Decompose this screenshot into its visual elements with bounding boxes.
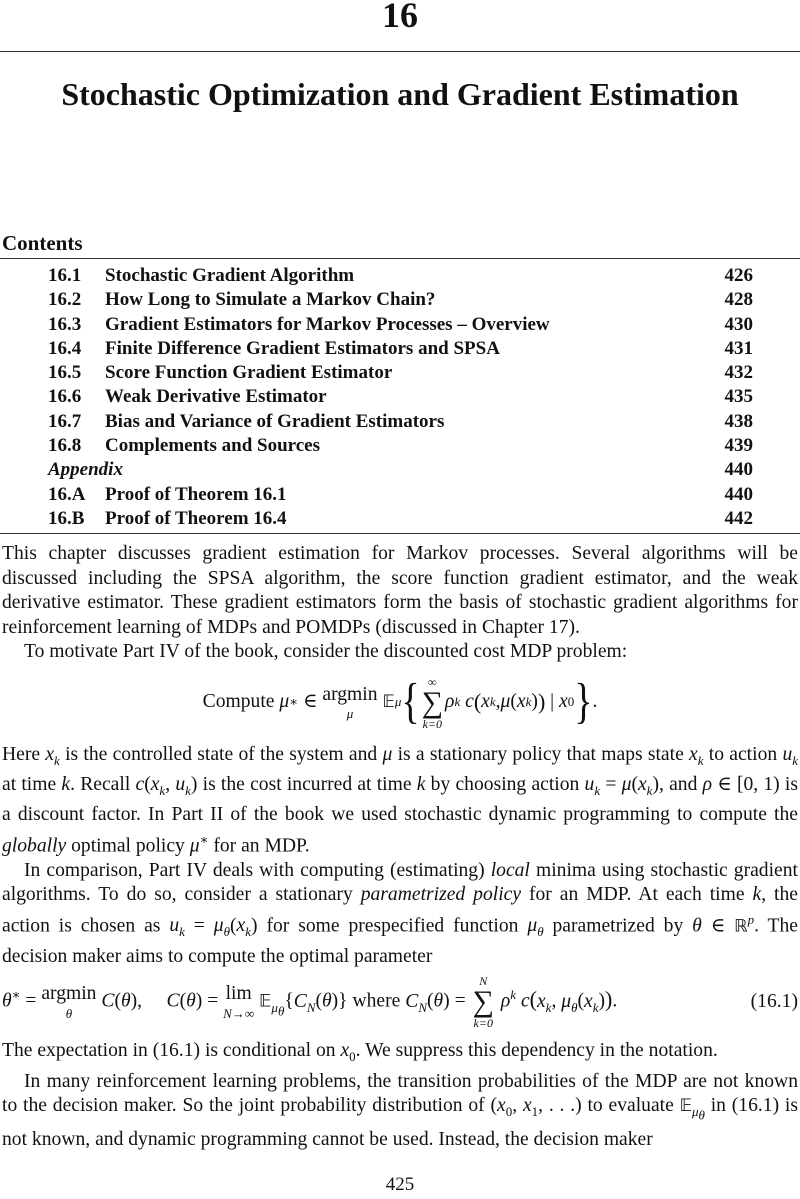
chapter-number: 16 <box>382 0 418 35</box>
toc-number: 16.4 <box>48 337 82 359</box>
toc-title: Proof of Theorem 16.4 <box>105 507 287 529</box>
paragraph-motivation: To motivate Part IV of the book, consider the discounted cost MDP problem: <box>24 641 628 662</box>
toc-entry-16-6[interactable] <box>48 385 753 409</box>
equation-label: (16.1) <box>750 991 798 1013</box>
contents-heading: Contents <box>2 231 83 255</box>
toc-entry-16-3[interactable] <box>48 313 753 337</box>
toc-entry-16-1[interactable] <box>48 264 753 288</box>
toc-number: 16.1 <box>48 265 82 286</box>
paragraph-expectation: The expectation in (16.1) is conditional on $x_0$. We suppress this dependency in the notation. <box>2 1040 718 1065</box>
toc-title: Complements and Sources <box>105 435 320 457</box>
equation-discounted-cost: Compute μ ∗ ∈ argmin μ 𝔼 μ { ∞ ∑ k=0 ρ k c ( x k , μ ( x k ) ) | x 0 } . <box>202 674 598 731</box>
chapter-title: Stochastic Optimization and Gradient Estimation <box>61 76 739 112</box>
toc-number: 16.8 <box>48 435 82 457</box>
toc-page: 440 <box>724 459 753 481</box>
toc-page: 428 <box>724 289 753 311</box>
paragraph-parametrized: In comparison, Part IV deals with computing (estimating) local minima using stochastic gradient algorithms. To do so, consider a stationary parametrized policy for an MDP. At each time k, the action is chosen as $u_k = \mu_\theta(x_k)$ for some prespecified function $\mu_\theta$ parametrized by θ ∈ ℝ$^p$. The decision maker aims to compute the optimal parameter <box>2 859 798 967</box>
toc-title: How Long to Simulate a Markov Chain? <box>105 289 436 311</box>
toc-page: 439 <box>724 435 753 457</box>
contents-rule-bottom <box>0 533 800 534</box>
toc-number: 16.3 <box>48 313 82 335</box>
toc-number: 16.7 <box>48 410 82 432</box>
paragraph-rl: In many reinforcement learning problems, the transition probabilities of the MDP are not known to the decision maker. So the joint probability distribution of ($x_0$, $x_1$, . . .) to evaluate 𝔼$_{\mu_\theta}$ in (16.1) is not known, and dynamic programming cannot be used. Instead, the decision maker <box>2 1070 798 1151</box>
paragraph-notation: Here $x_k$ is the controlled state of the system and μ is a stationary policy that maps state $x_k$ to action $u_k$ at time k. Recall $c(x_k$, $u_k$) is the cost incurred at time k by choosing action $u_k = \mu(x_k)$, and ρ ∈ [0, 1) is a discount factor. In Part II of the book we used stochastic dynamic programming to compute the globally optimal policy μ∗ for an MDP. <box>2 743 799 857</box>
toc-entry-16-8[interactable] <box>48 434 753 458</box>
toc-page: 431 <box>724 337 753 359</box>
table-of-contents <box>48 264 753 531</box>
body-text <box>2 542 798 1153</box>
toc-entry-16-5[interactable] <box>48 361 753 385</box>
toc-title: Finite Difference Gradient Estimators and SPSA <box>105 337 500 359</box>
toc-page: 442 <box>724 507 753 529</box>
toc-page: 435 <box>724 386 753 408</box>
toc-title: Score Function Gradient Estimator <box>105 362 393 384</box>
toc-number: 16.6 <box>48 386 82 408</box>
toc-entry-16-a[interactable] <box>48 483 753 507</box>
toc-page: 426 <box>724 265 753 286</box>
equation-where: where <box>352 990 401 1012</box>
toc-number: 16.5 <box>48 362 82 384</box>
toc-page: 430 <box>724 313 753 335</box>
toc-title: Appendix <box>48 459 123 481</box>
toc-entry-16-7[interactable] <box>48 410 753 434</box>
toc-title: Bias and Variance of Gradient Estimators <box>105 410 445 432</box>
toc-page: 432 <box>724 362 753 384</box>
toc-entry-appendix[interactable] <box>48 458 753 482</box>
toc-entry-16-2[interactable] <box>48 288 753 312</box>
toc-page: 440 <box>724 483 753 505</box>
contents-rule-top <box>0 258 800 259</box>
toc-number: 16.2 <box>48 289 82 311</box>
toc-title: Proof of Theorem 16.1 <box>105 483 287 505</box>
equation-word: Compute <box>202 691 275 713</box>
toc-number: 16.B <box>48 507 85 529</box>
top-rule <box>0 51 800 52</box>
toc-title: Gradient Estimators for Markov Processes – Overview <box>105 313 550 335</box>
toc-entry-16-4[interactable] <box>48 337 753 361</box>
equation-16-1: θ∗ = argmin θ C(θ), C(θ) = lim N→∞ $𝔼_{\mu_\theta}\{C_N(\theta)\}$ where $C_N(\theta)$ = N ∑ k=0 $\rho^k$ $c(x_k$, $\mu_\theta(x_k)$). (16.1) <box>2 974 798 1031</box>
toc-title: Stochastic Gradient Algorithm <box>105 265 355 286</box>
toc-entry-16-b[interactable] <box>48 507 753 531</box>
paragraph-intro: This chapter discusses gradient estimation for Markov processes. Several algorithms will be discussed including the SPSA algorithm, the score function gradient estimator, and the weak derivative estimator. These gradient estimators form the basis of stochastic gradient algorithms for reinforcement learning of MDPs and POMDPs (discussed in Chapter 17). <box>2 543 798 638</box>
toc-title: Weak Derivative Estimator <box>105 386 327 408</box>
toc-page: 438 <box>724 410 753 432</box>
page-number: 425 <box>385 1174 415 1195</box>
toc-number: 16.A <box>48 483 86 505</box>
